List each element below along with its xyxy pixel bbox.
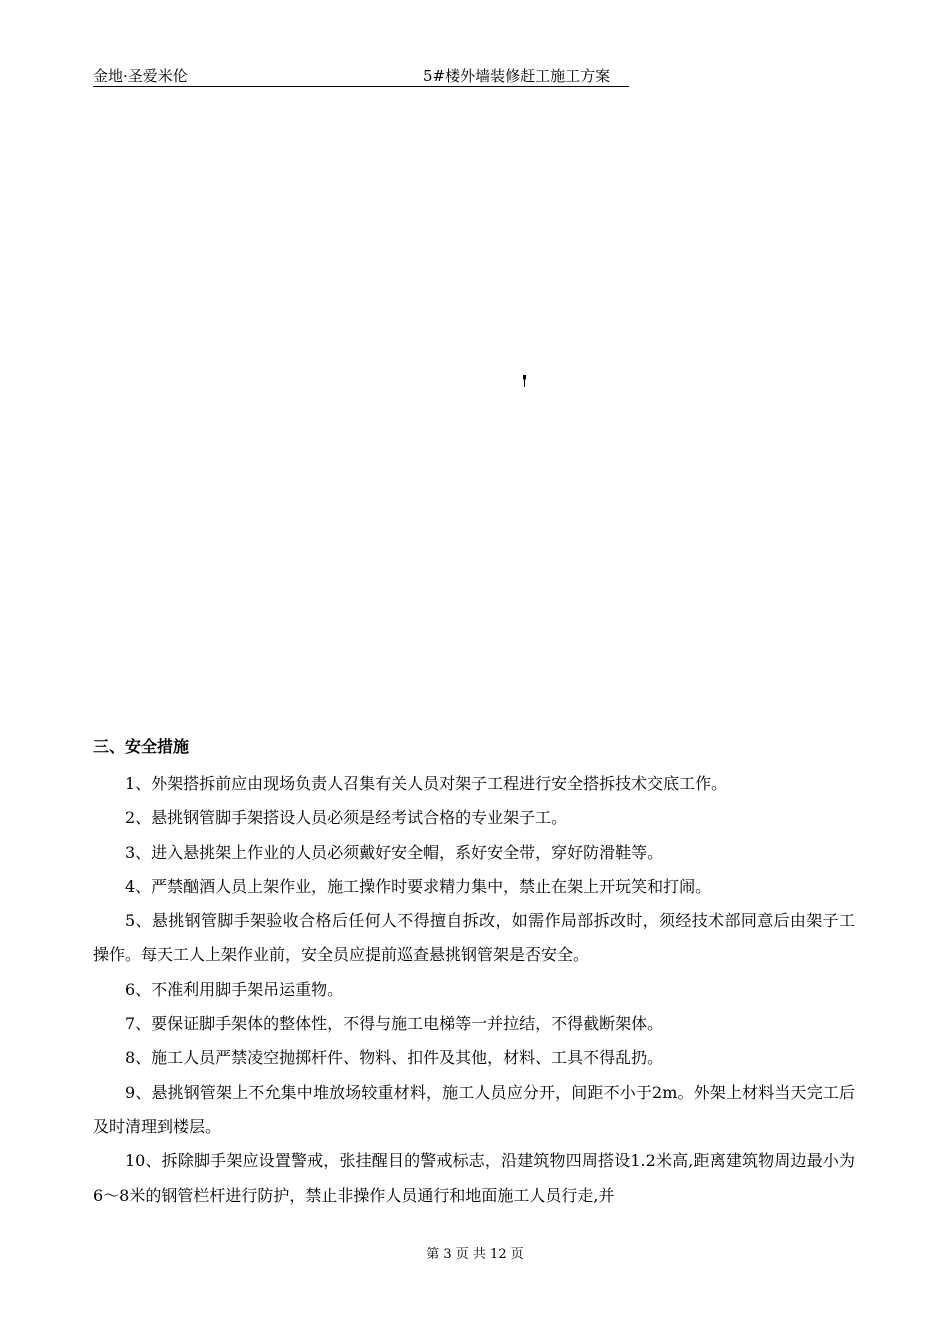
paragraph-2: 2、悬挑钢管脚手架搭设人员必须是经考试合格的专业架子工。	[125, 808, 568, 828]
paragraph-6: 6、不准利用脚手架吊运重物。	[125, 979, 344, 999]
paragraph-3: 3、进入悬挑架上作业的人员必须戴好安全帽，系好安全带，穿好防滑鞋等。	[125, 842, 664, 862]
paragraph-8: 8、施工人员严禁凌空抛掷杆件、物料、扣件及其他，材料、工具不得乱扔。	[125, 1048, 664, 1068]
header-document-title: 5#楼外墙装修赶工施工方案	[423, 67, 611, 85]
page-footer: 第 3 页 共 12 页	[426, 1247, 524, 1262]
paragraph-4: 4、严禁酗酒人员上架作业，施工操作时要求精力集中，禁止在架上开玩笑和打闹。	[125, 876, 712, 896]
section-heading: 三、安全措施	[93, 737, 190, 756]
paragraph-7: 7、要保证脚手架体的整体性，不得与施工电梯等一并拉结，不得截断架体。	[125, 1014, 664, 1034]
paragraph-9: 9、悬挑钢管架上不允集中堆放场较重材料，施工人员应分开，间距不小于2m。外架上材料当天完工后及时清理到楼层。	[93, 1082, 855, 1136]
section-body	[93, 767, 855, 1213]
page-header	[93, 66, 629, 87]
paragraph-10: 10、拆除脚手架应设置警戒，张挂醒目的警戒标志，沿建筑物四周搭设1.2米高,距离建筑物周边最小为6～8米的钢管栏杆进行防护，禁止非操作人员通行和地面施工人员行走,并	[93, 1151, 855, 1205]
paragraph-1: 1、外架搭拆前应由现场负责人召集有关人员对架子工程进行安全搭拆技术交底工作。	[125, 774, 728, 793]
paragraph-5: 5、悬挑钢管脚手架验收合格后任何人不得擅自拆改，如需作局部拆改时，须经技术部同意后由架子工操作。每天工人上架作业前，安全员应提前巡查悬挑钢管架是否安全。	[93, 911, 855, 965]
stray-mark	[522, 374, 527, 388]
header-project-name: 金地·圣爱米伦	[93, 67, 188, 85]
